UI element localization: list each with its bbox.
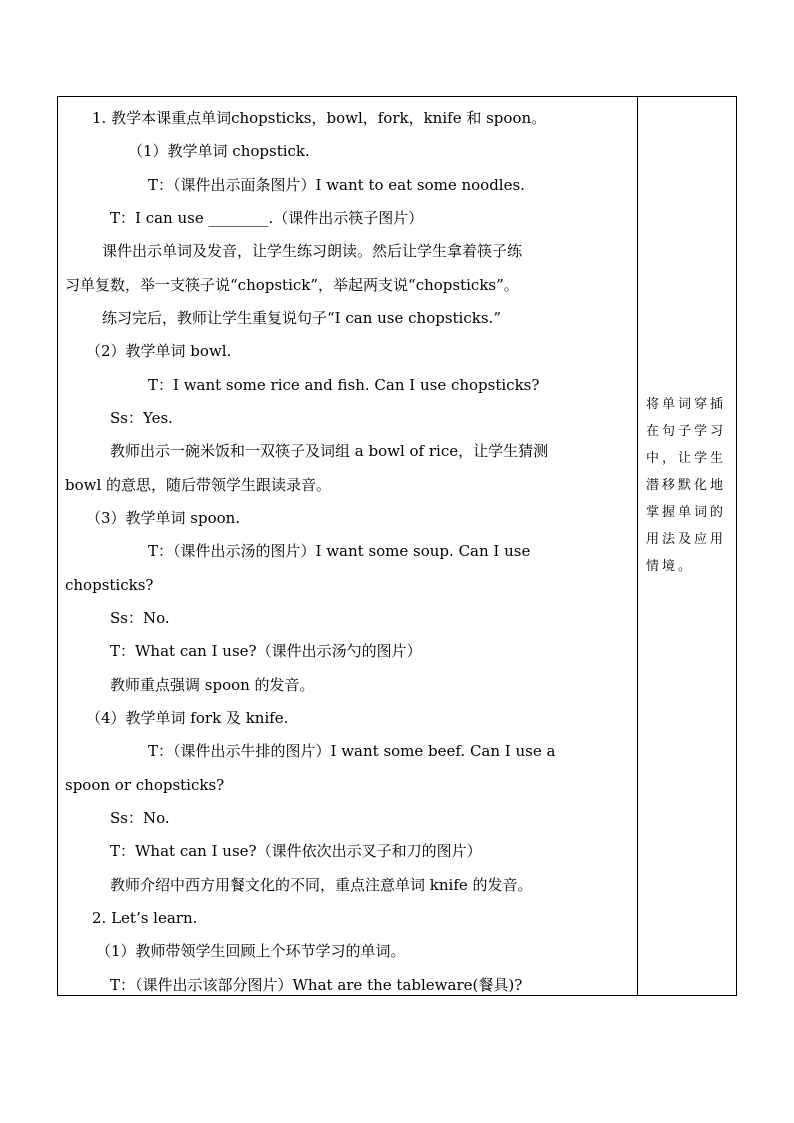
text-line: Ss：No.: [110, 809, 170, 827]
text-line: spoon or chopsticks?: [65, 776, 225, 794]
text-line: 2. Let’s learn.: [92, 909, 198, 927]
text-line: Ss：Yes.: [110, 409, 173, 427]
text-line: T：（课件出示面条图片）I want to eat some noodles.: [148, 176, 525, 194]
text-line: T：（课件出示该部分图片）What are the tableware(餐具)?: [110, 976, 523, 994]
text-line: T：（课件出示汤的图片）I want some soup. Can I use: [148, 542, 531, 560]
side-text-line: 掌握单词的: [646, 505, 727, 520]
side-text-line: 情境。: [646, 559, 695, 574]
text-line: （2）教学单词 bowl.: [86, 342, 232, 360]
side-text-line: 中，让学生: [646, 451, 727, 466]
text-line: T：What can I use?（课件出示汤勺的图片）: [110, 642, 422, 660]
lesson-table: [57, 96, 737, 996]
text-line: T：（课件出示牛排的图片）I want some beef. Can I use a: [148, 742, 556, 760]
text-line: 教师重点强调 spoon 的发音。: [110, 676, 315, 694]
text-line: （1）教学单词 chopstick.: [128, 142, 310, 160]
side-text-line: 用法及应用: [646, 532, 727, 547]
text-line: （3）教学单词 spoon.: [86, 509, 241, 527]
text-line: T：I want some rice and fish. Can I use chopsticks?: [148, 376, 540, 394]
text-line: （1）教师带领学生回顾上个环节学习的单词。: [96, 942, 406, 960]
text-line: 习单复数，举一支筷子说“chopstick”，举起两支说“chopsticks”。: [65, 276, 519, 294]
text-line: Ss：No.: [110, 609, 170, 627]
text-line: T：What can I use?（课件依次出示叉子和刀的图片）: [110, 842, 482, 860]
text-line: chopsticks?: [65, 576, 154, 594]
text-line: 课件出示单词及发音，让学生练习朗读。然后让学生拿着筷子练: [102, 242, 523, 260]
side-text-line: 潜移默化地: [646, 478, 727, 493]
text-line: （4）教学单词 fork 及 knife.: [86, 709, 289, 727]
side-text-line: 在句子学习: [646, 424, 727, 439]
side-text-line: 将单词穿插: [646, 397, 727, 412]
text-line: 练习完后，教师让学生重复说句子“I can use chopsticks.”: [102, 309, 501, 327]
text-line: T：I can use ________.（课件出示筷子图片）: [110, 209, 424, 227]
design-intent-cell: [638, 97, 737, 995]
text-line: bowl 的意思，随后带领学生跟读录音。: [65, 476, 332, 494]
text-line: 教师出示一碗米饭和一双筷子及词组 a bowl of rice，让学生猜测: [110, 442, 549, 460]
text-line: 1. 教学本课重点单词chopsticks，bowl，fork，knife 和 spoon。: [92, 109, 547, 127]
text-line: 教师介绍中西方用餐文化的不同，重点注意单词 knife 的发音。: [110, 876, 533, 894]
teaching-procedure-cell: [58, 97, 637, 995]
